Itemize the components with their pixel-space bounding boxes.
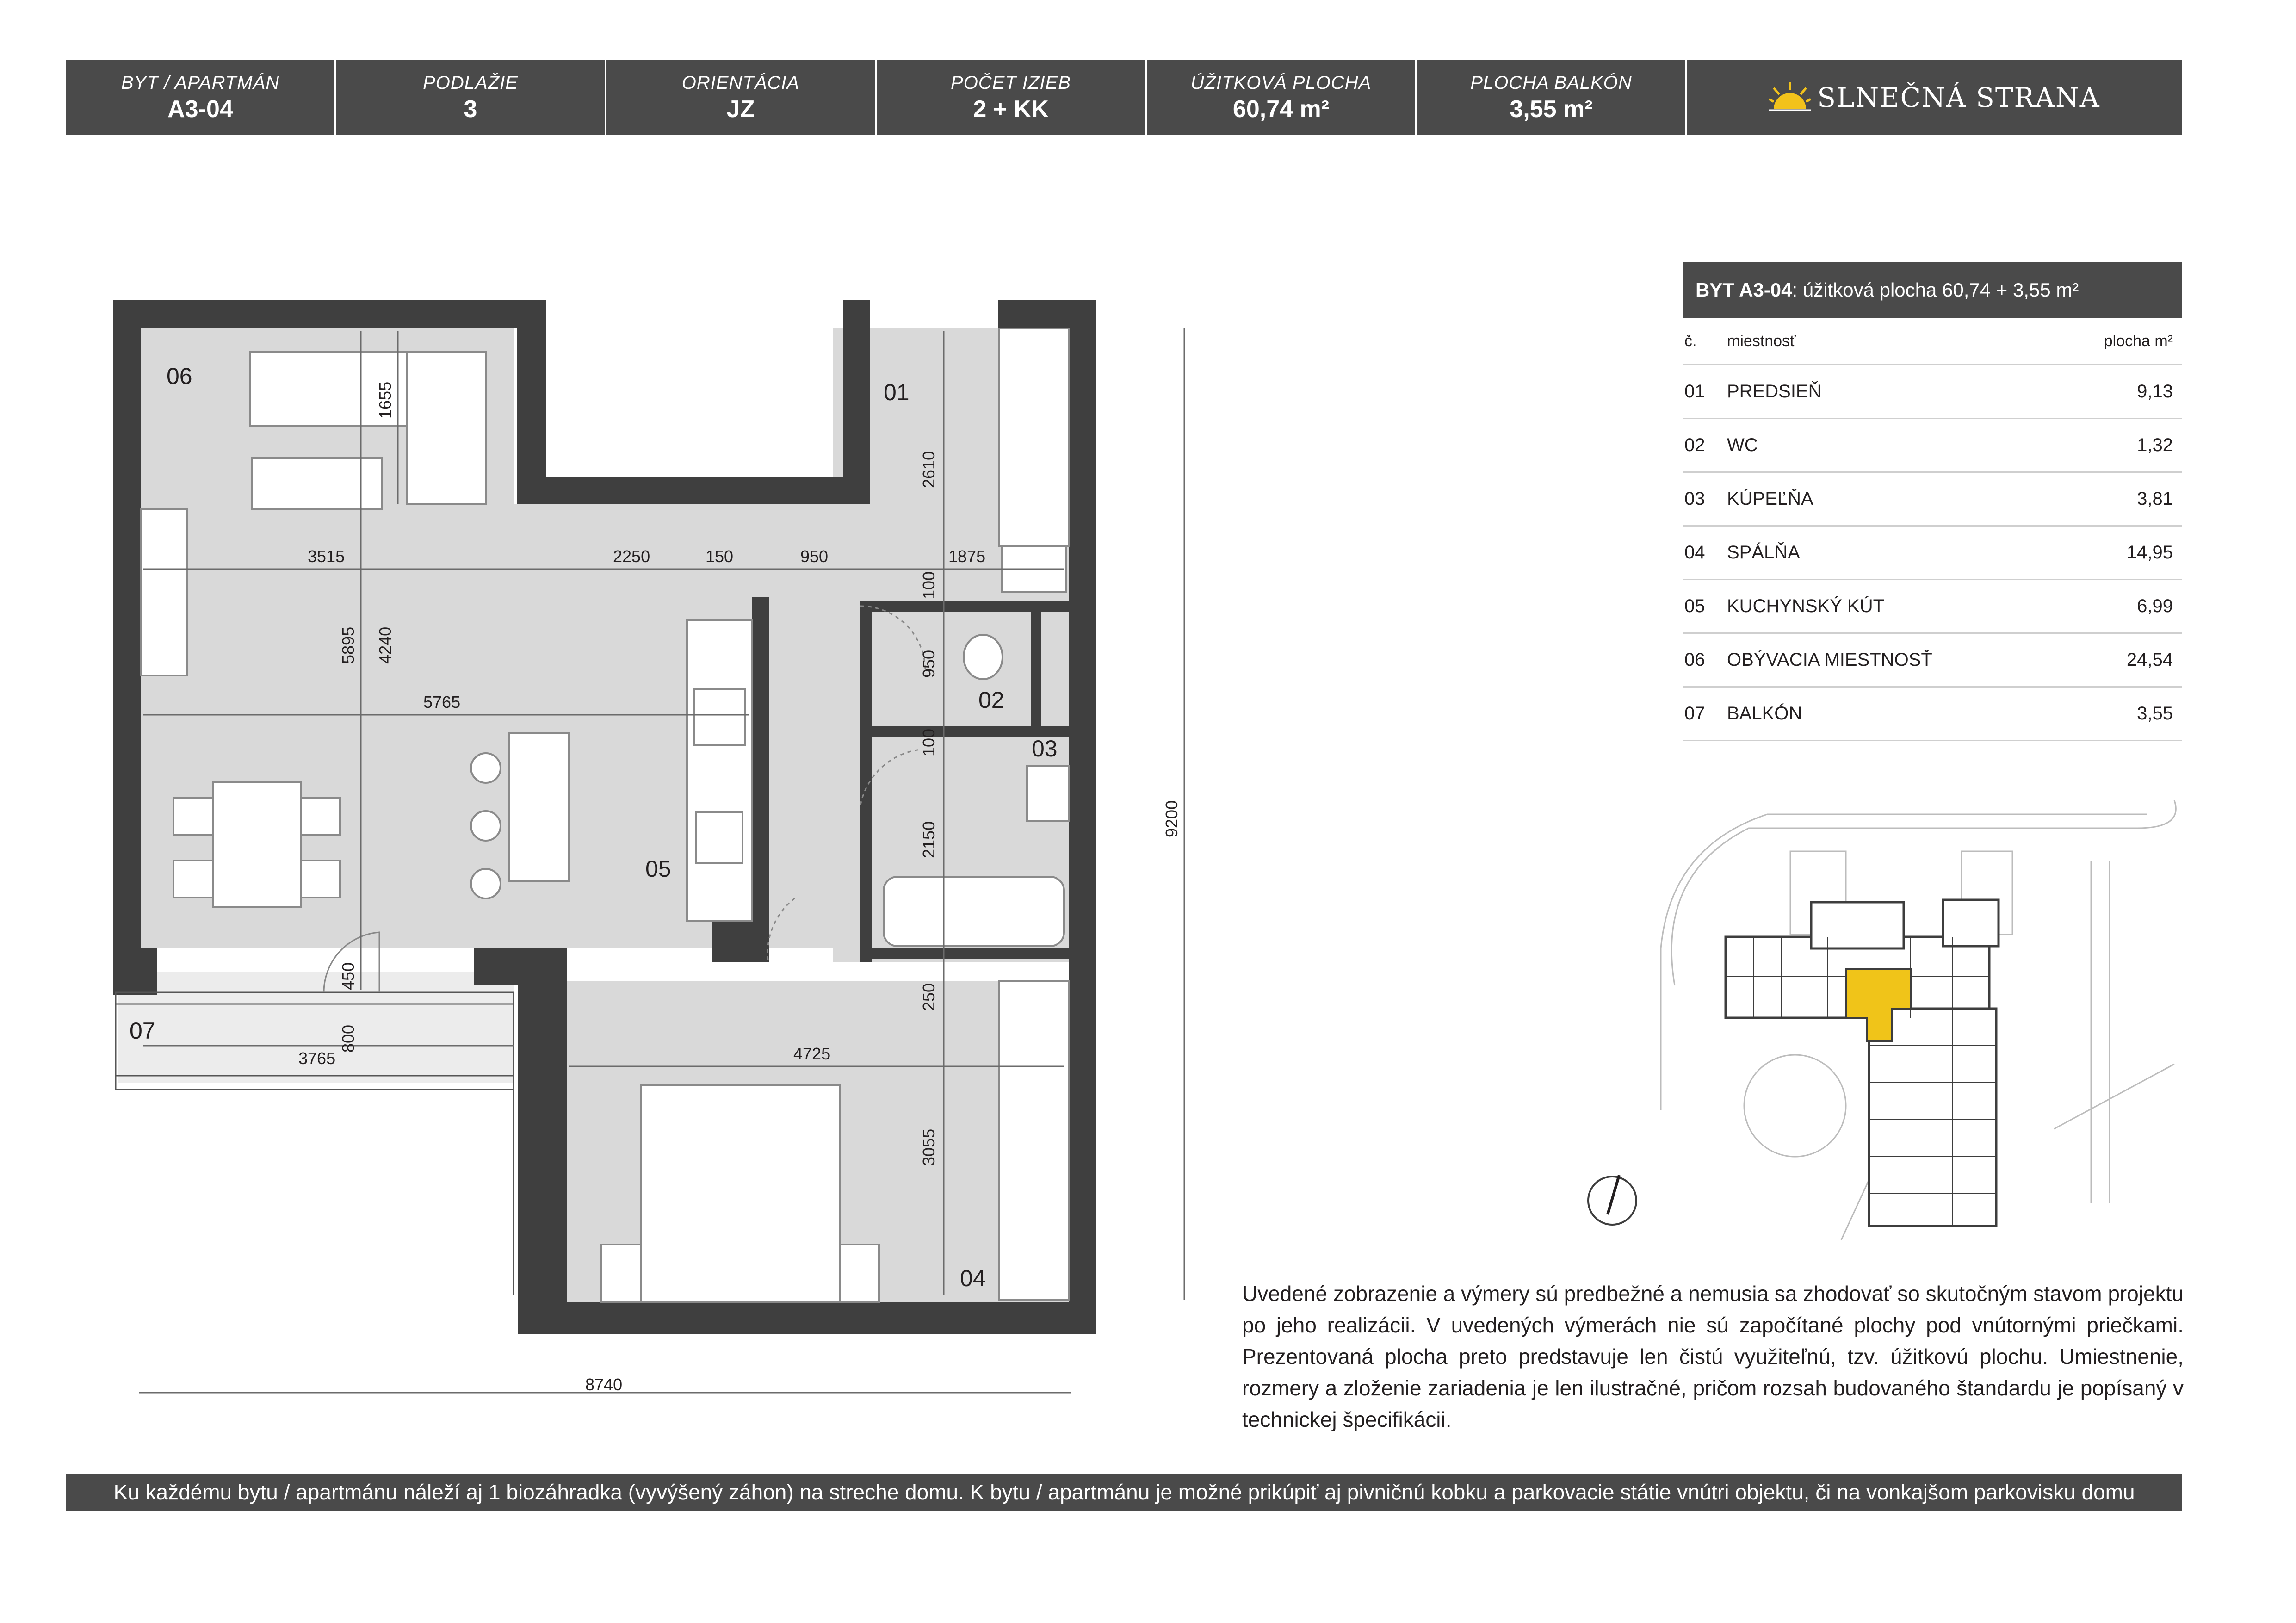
logo-text: SLNEČNÁ STRANA (1817, 82, 2100, 113)
room-number: 04 (960, 1265, 986, 1291)
row-area: 1,32 (2137, 435, 2173, 455)
row-no: 07 (1684, 703, 1705, 724)
dimension-label: 3055 (919, 1128, 938, 1166)
table-row (1683, 365, 2182, 419)
cooktop (694, 689, 745, 745)
kitchen-counter (687, 620, 752, 921)
room-number: 02 (978, 687, 1004, 713)
col-room: miestnosť (1727, 332, 1796, 350)
table-row (1683, 419, 2182, 473)
dimension-label: 250 (919, 983, 938, 1011)
dimension-label: 100 (919, 571, 938, 599)
dimension-label: 3765 (298, 1049, 336, 1068)
dimension-label: 2610 (919, 451, 938, 488)
dimension-label: 2150 (919, 821, 938, 858)
footer-text: Ku každému bytu / apartmánu náleží aj 1 biozáhradka (vyvýšený záhon) na streche domu. K bytu / apartmánu je možné prikúpiť aj pivničnú kobku a parkovacie státie vnútri objektu, či na vonkajšom parkovisku domu (113, 1480, 2135, 1504)
bedroom-wardrobe (999, 981, 1069, 1300)
room-number: 05 (645, 856, 671, 882)
header-value: 3 (464, 95, 477, 123)
row-no: 04 (1684, 542, 1705, 563)
row-area: 14,95 (2126, 542, 2173, 563)
rooms-table-title (1683, 262, 2182, 318)
footer-bar (66, 1474, 2182, 1511)
room-number: 06 (167, 363, 192, 389)
header-value: JZ (726, 95, 755, 123)
header-label: ORIENTÁCIA (681, 72, 800, 93)
header-label: PODLAŽIE (423, 72, 518, 93)
row-no: 06 (1684, 650, 1705, 670)
row-no: 01 (1684, 381, 1705, 402)
row-room: KUCHYNSKÝ KÚT (1727, 596, 1885, 616)
row-no: 05 (1684, 596, 1705, 616)
row-room: BALKÓN (1727, 703, 1802, 724)
table-row (1683, 527, 2182, 580)
header-label: POČET IZIEB (951, 72, 1071, 93)
dimension-label: 1655 (376, 381, 395, 419)
row-area: 3,55 (2137, 703, 2173, 724)
dimension-label: 5895 (339, 626, 358, 664)
row-area: 6,99 (2137, 596, 2173, 616)
nightstand (601, 1245, 641, 1302)
header-value: 3,55 m² (1510, 95, 1593, 123)
dimension-label: 9200 (1162, 800, 1181, 837)
table-title-apartment: BYT A3-04 (1696, 279, 1792, 301)
kitchen-island (509, 733, 569, 881)
table-row (1683, 473, 2182, 527)
bar-stool (471, 869, 501, 898)
room-number: 07 (130, 1018, 155, 1044)
header-value: 60,74 m² (1232, 95, 1330, 123)
row-area: 3,81 (2137, 489, 2173, 509)
rooms-table-header (1683, 318, 2182, 365)
bar-stool (471, 753, 501, 783)
table-title-area: : úžitková plocha 60,74 + 3,55 m² (1792, 279, 2079, 301)
dimension-label: 2250 (613, 547, 650, 566)
col-no: č. (1684, 332, 1697, 350)
row-room: PREDSIEŇ (1727, 381, 1822, 402)
dimension-label: 450 (339, 962, 358, 990)
ottoman (252, 458, 382, 509)
chair (301, 861, 340, 898)
bed (641, 1085, 840, 1302)
nightstand (840, 1245, 879, 1302)
chair (301, 798, 340, 835)
disclaimer-text: Uvedené zobrazenie a výmery sú predbežné a nemusia sa zhodovať so skutočným stavom projektu po jeho realizácii. V uvedených výmerách nie sú započítané plochy pod vnútornými priečkami. Prezentovaná plocha preto predstavuje len čistú využiteľnú, tzv. úžitkovú plochu. Umiestnenie, rozmery a zloženie zariadenia je len ilustračné, pričom rozsah budovaného štandardu je popísaný v technickej špecifikácii. (1242, 1282, 2184, 1431)
header-label: BYT / APARTMÁN (121, 72, 280, 93)
dimension-label: 800 (339, 1024, 358, 1053)
bathtub (884, 877, 1064, 946)
room-number: 01 (884, 379, 910, 405)
dimension-label: 1875 (948, 547, 986, 566)
dimension-label: 5765 (423, 693, 461, 712)
row-room: KÚPEĽŇA (1727, 489, 1813, 509)
header-value: A3-04 (167, 95, 233, 123)
table-row (1683, 580, 2182, 634)
row-room: SPÁLŇA (1727, 542, 1800, 563)
sofa-chaise (407, 352, 486, 504)
toilet (964, 635, 1003, 679)
chair (173, 798, 213, 835)
row-area: 9,13 (2137, 381, 2173, 402)
washbasin (1027, 766, 1069, 821)
col-area: plocha m² (2104, 332, 2173, 350)
wardrobe (999, 328, 1069, 546)
chair (173, 861, 213, 898)
site-plan (1588, 800, 2176, 1240)
kitchen-sink (696, 812, 743, 863)
dimension-label: 3515 (308, 547, 345, 566)
room-number: 03 (1032, 736, 1058, 762)
row-area: 24,54 (2126, 650, 2173, 670)
dimension-label: 150 (706, 547, 734, 566)
header-label: ÚŽITKOVÁ PLOCHA (1190, 72, 1372, 93)
dimension-label: 100 (919, 728, 938, 756)
dimension-label: 4725 (793, 1044, 831, 1063)
row-no: 03 (1684, 489, 1705, 509)
dining-table (213, 782, 301, 907)
table-row (1683, 688, 2182, 741)
dimension-label: 950 (800, 547, 829, 566)
rooms-table (1683, 262, 2182, 741)
row-room: OBÝVACIA MIESTNOSŤ (1727, 650, 1932, 670)
dimension-label: 950 (919, 650, 938, 678)
header-value: 2 + KK (973, 95, 1049, 123)
dimension-label: 4240 (376, 626, 395, 664)
row-no: 02 (1684, 435, 1705, 455)
tv-unit (141, 509, 187, 675)
header-label: PLOCHA BALKÓN (1470, 72, 1632, 93)
bar-stool (471, 811, 501, 841)
table-row (1683, 634, 2182, 688)
row-room: WC (1727, 435, 1758, 455)
dimension-label: 8740 (585, 1375, 623, 1394)
